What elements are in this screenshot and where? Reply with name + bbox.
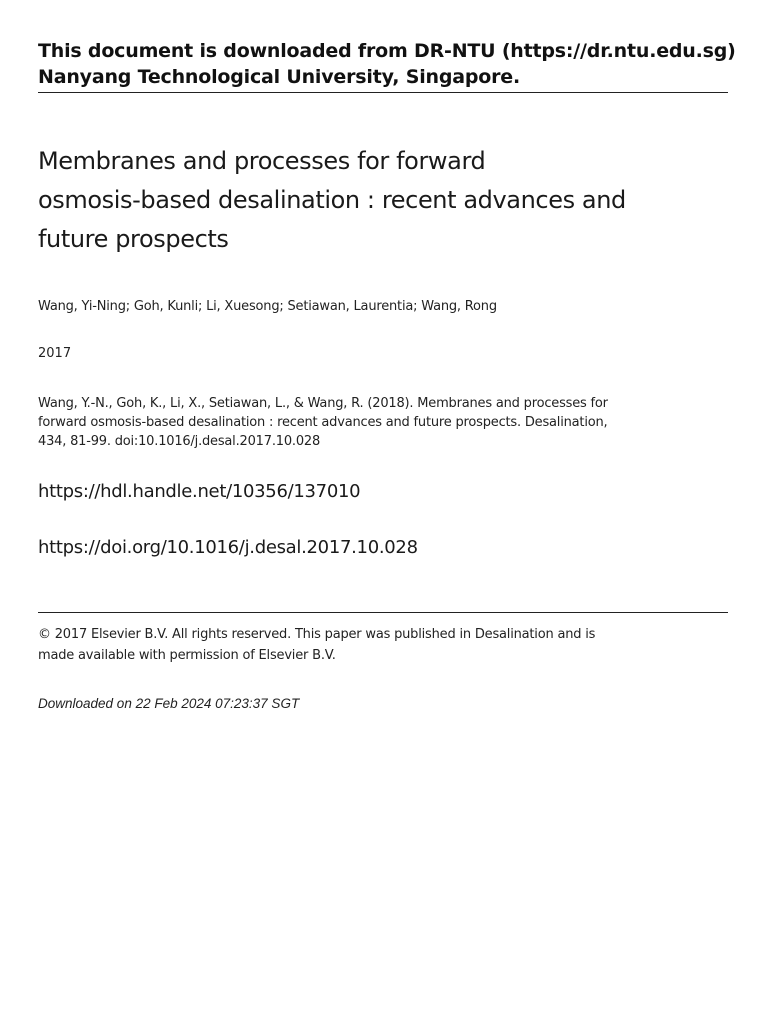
download-timestamp: Downloaded on 22 Feb 2024 07:23:37 SGT xyxy=(38,696,300,711)
publication-year: 2017 xyxy=(38,346,72,361)
handle-link[interactable]: https://hdl.handle.net/10356/137010 xyxy=(38,481,361,502)
citation-line-2: forward osmosis‑based desalination : recent advances and future prospects. Desalination, xyxy=(38,415,608,430)
author-list: Wang, Yi‑Ning; Goh, Kunli; Li, Xuesong; Setiawan, Laurentia; Wang, Rong xyxy=(38,299,497,314)
repository-header-line-2: Nanyang Technological University, Singapore. xyxy=(38,66,521,88)
rights-statement-line-1: © 2017 Elsevier B.V. All rights reserved. This paper was published in Desalination and is xyxy=(38,627,596,642)
document-title-line-3: future prospects xyxy=(38,225,229,253)
repository-header xyxy=(38,38,736,93)
rights-statement xyxy=(38,624,658,666)
citation xyxy=(38,394,658,451)
document-title xyxy=(38,142,718,259)
citation-line-3: 434, 81‑99. doi:10.1016/j.desal.2017.10.028 xyxy=(38,434,321,449)
citation-line-1: Wang, Y.‑N., Goh, K., Li, X., Setiawan, L., & Wang, R. (2018). Membranes and processes for xyxy=(38,396,608,411)
repository-header-line-1: This document is downloaded from DR‑NTU (https://dr.ntu.edu.sg) xyxy=(38,40,736,62)
section-divider xyxy=(38,612,728,613)
rights-statement-line-2: made available with permission of Elsevier B.V. xyxy=(38,648,336,663)
document-title-line-1: Membranes and processes for forward xyxy=(38,147,486,175)
document-title-line-2: osmosis‑based desalination : recent advances and xyxy=(38,186,626,214)
doi-link[interactable]: https://doi.org/10.1016/j.desal.2017.10.028 xyxy=(38,537,418,558)
